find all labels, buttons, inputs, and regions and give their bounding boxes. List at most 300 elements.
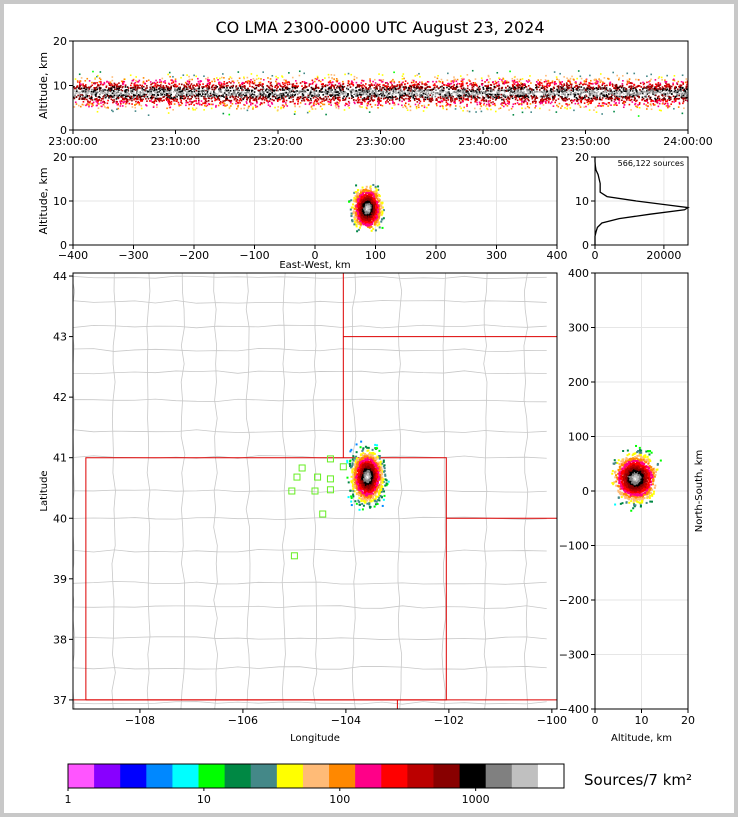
time-altitude-source — [439, 94, 441, 96]
time-altitude-source — [181, 98, 183, 100]
time-altitude-source — [274, 107, 276, 109]
time-altitude-source — [125, 94, 127, 96]
time-altitude-source — [667, 103, 669, 105]
time-altitude-source — [430, 98, 432, 100]
time-altitude-source — [320, 81, 322, 83]
time-altitude-source — [440, 102, 442, 104]
time-altitude-source — [146, 80, 148, 82]
time-altitude-source — [514, 80, 516, 82]
time-altitude-source — [327, 91, 329, 93]
time-altitude-source — [216, 77, 218, 79]
time-altitude-source — [205, 85, 207, 87]
time-altitude-source — [604, 103, 606, 105]
time-altitude-source — [283, 101, 285, 103]
time-altitude-source — [570, 100, 572, 102]
time-altitude-source — [188, 108, 190, 110]
time-altitude-source — [436, 103, 438, 105]
time-altitude-source — [645, 104, 647, 106]
time-altitude-source — [454, 91, 456, 93]
time-altitude-source — [450, 101, 452, 103]
time-altitude-source — [109, 88, 111, 90]
time-altitude-source — [591, 100, 593, 102]
time-altitude-source — [211, 89, 213, 91]
time-altitude-source — [132, 80, 134, 82]
time-altitude-source — [553, 96, 555, 98]
time-altitude-source — [133, 94, 135, 96]
time-altitude-source — [423, 93, 425, 95]
time-altitude-source — [472, 84, 474, 86]
time-altitude-source — [649, 97, 651, 99]
time-altitude-source — [543, 95, 545, 97]
time-altitude-source — [486, 80, 488, 82]
time-altitude-source — [201, 86, 203, 88]
time-altitude-source — [247, 88, 249, 90]
time-altitude-source — [329, 99, 331, 101]
time-altitude-source — [370, 104, 372, 106]
time-altitude-source — [129, 99, 131, 101]
time-altitude-source — [629, 86, 631, 88]
time-altitude-source — [182, 92, 184, 94]
time-altitude-source — [386, 85, 388, 87]
time-altitude-source — [303, 97, 305, 99]
time-altitude-source — [336, 87, 338, 89]
time-altitude-source — [545, 79, 547, 81]
time-altitude-source — [514, 91, 516, 93]
time-altitude-source — [450, 106, 452, 108]
time-altitude-source — [230, 76, 232, 78]
time-altitude-source — [599, 97, 601, 99]
time-altitude-source — [363, 80, 365, 82]
time-altitude-source — [652, 103, 654, 105]
time-altitude-source — [471, 95, 473, 97]
time-altitude-source — [570, 107, 572, 109]
time-altitude-source — [376, 85, 378, 87]
time-altitude-source — [361, 82, 363, 84]
time-altitude-source — [647, 102, 649, 104]
time-altitude-source — [566, 87, 568, 89]
time-altitude-source — [300, 97, 302, 99]
time-altitude-source — [131, 82, 133, 84]
time-altitude-source — [468, 95, 470, 97]
time-altitude-source — [636, 106, 638, 108]
time-altitude-source — [120, 89, 122, 91]
time-altitude-source — [674, 88, 676, 90]
time-altitude-source — [498, 84, 500, 86]
time-altitude-source — [526, 86, 528, 88]
time-altitude-source — [404, 91, 406, 93]
time-altitude-source — [321, 91, 323, 93]
time-altitude-source — [549, 94, 551, 96]
time-altitude-source — [561, 90, 563, 92]
time-altitude-source — [424, 84, 426, 86]
time-altitude-source — [586, 99, 588, 101]
time-altitude-source — [91, 82, 93, 84]
time-altitude-source — [569, 104, 571, 106]
time-altitude-source — [533, 89, 535, 91]
time-altitude-source — [97, 111, 99, 113]
time-altitude-source — [112, 111, 114, 113]
time-altitude-source — [589, 98, 591, 100]
time-altitude-source — [402, 75, 404, 77]
time-altitude-source — [359, 105, 361, 107]
time-altitude-source — [504, 95, 506, 97]
time-altitude-source — [125, 86, 127, 88]
time-altitude-source — [568, 98, 570, 100]
time-altitude-source — [271, 102, 273, 104]
time-altitude-source — [143, 92, 145, 94]
time-altitude-source — [136, 93, 138, 95]
time-altitude-source — [247, 80, 249, 82]
time-altitude-source — [308, 85, 310, 87]
time-altitude-source — [267, 77, 269, 79]
time-altitude-source — [473, 82, 475, 84]
time-altitude-source — [90, 97, 92, 99]
time-altitude-source — [569, 90, 571, 92]
time-altitude-source — [490, 94, 492, 96]
time-altitude-source — [673, 108, 675, 110]
time-altitude-source — [290, 101, 292, 103]
time-altitude-source — [317, 77, 319, 79]
time-altitude-source — [523, 89, 525, 91]
time-altitude-source — [451, 94, 453, 96]
time-altitude-source — [178, 87, 180, 89]
time-altitude-source — [174, 100, 176, 102]
time-altitude-source — [425, 83, 427, 85]
time-altitude-source — [384, 89, 386, 91]
time-altitude-source — [434, 76, 436, 78]
time-altitude-source — [614, 85, 616, 87]
time-altitude-source — [495, 83, 497, 85]
time-altitude-source — [400, 94, 402, 96]
time-altitude-source — [371, 97, 373, 99]
time-altitude-source — [666, 89, 668, 91]
time-altitude-source — [188, 76, 190, 78]
time-altitude-source — [102, 101, 104, 103]
time-altitude-source — [135, 76, 137, 78]
time-altitude-source — [451, 83, 453, 85]
time-altitude-source — [149, 100, 151, 102]
time-altitude-source — [322, 83, 324, 85]
time-altitude-source — [460, 95, 462, 97]
time-altitude-source — [492, 81, 494, 83]
time-altitude-source — [429, 94, 431, 96]
time-altitude-source — [205, 100, 207, 102]
time-altitude-source — [670, 103, 672, 105]
time-altitude-source — [256, 78, 258, 80]
time-altitude-source — [247, 91, 249, 93]
time-altitude-source — [185, 100, 187, 102]
time-altitude-source — [419, 81, 421, 83]
time-altitude-source — [236, 108, 238, 110]
time-altitude-source — [239, 102, 241, 104]
time-altitude-source — [599, 79, 601, 81]
time-altitude-source — [77, 80, 79, 82]
time-altitude-source — [118, 97, 120, 99]
time-altitude-source — [275, 76, 277, 78]
time-altitude-source — [435, 89, 437, 91]
time-altitude-source — [585, 79, 587, 81]
time-altitude-source — [539, 101, 541, 103]
time-altitude-source — [81, 92, 83, 94]
time-altitude-source — [154, 87, 156, 89]
time-altitude-source — [287, 84, 289, 86]
time-altitude-source — [80, 88, 82, 90]
time-altitude-source — [231, 100, 233, 102]
time-altitude-source — [462, 101, 464, 103]
time-altitude-source — [96, 82, 98, 84]
time-altitude-source — [159, 79, 161, 81]
time-altitude-source — [143, 77, 145, 79]
time-altitude-source — [133, 87, 135, 89]
time-altitude-source — [204, 98, 206, 100]
time-altitude-source — [526, 98, 528, 100]
time-altitude-source — [175, 78, 177, 80]
time-altitude-source — [83, 101, 85, 103]
time-altitude-source — [149, 87, 151, 89]
time-altitude-source — [408, 104, 410, 106]
time-altitude-source — [385, 102, 387, 104]
time-altitude-source — [377, 104, 379, 106]
time-altitude-source — [500, 107, 502, 109]
time-altitude-source — [120, 92, 122, 94]
time-altitude-source — [425, 99, 427, 101]
time-altitude-source — [312, 81, 314, 83]
time-altitude-source — [228, 81, 230, 83]
time-altitude-source — [357, 95, 359, 97]
time-altitude-source — [253, 83, 255, 85]
time-altitude-source — [306, 82, 308, 84]
time-altitude-source — [84, 99, 86, 101]
time-altitude-source — [404, 105, 406, 107]
time-altitude-source — [470, 92, 472, 94]
time-altitude-source — [556, 89, 558, 91]
time-altitude-source — [88, 106, 90, 108]
time-altitude-source — [156, 89, 158, 91]
time-altitude-source — [328, 77, 330, 79]
time-altitude-source — [456, 80, 458, 82]
time-altitude-source — [559, 73, 561, 75]
time-altitude-source — [156, 95, 158, 97]
time-altitude-source — [419, 93, 421, 95]
time-altitude-source — [493, 89, 495, 91]
time-altitude-source — [456, 86, 458, 88]
time-altitude-source — [633, 88, 635, 90]
time-altitude-source — [601, 113, 603, 115]
time-altitude-source — [275, 96, 277, 98]
time-altitude-source — [497, 93, 499, 95]
time-altitude-source — [216, 99, 218, 101]
time-altitude-source — [163, 87, 165, 89]
time-altitude-source — [406, 107, 408, 109]
time-altitude-source — [501, 79, 503, 81]
time-altitude-source — [647, 98, 649, 100]
time-altitude-source — [567, 104, 569, 106]
time-altitude-source — [568, 92, 570, 94]
time-altitude-source — [130, 88, 132, 90]
time-altitude-source — [268, 100, 270, 102]
time-altitude-source — [250, 104, 252, 106]
time-altitude-source — [252, 107, 254, 109]
time-altitude-source — [223, 93, 225, 95]
time-altitude-source — [178, 102, 180, 104]
time-altitude-source — [214, 79, 216, 81]
time-altitude-source — [657, 96, 659, 98]
time-altitude-source — [554, 102, 556, 104]
time-altitude-source — [285, 102, 287, 104]
time-altitude-source — [277, 77, 279, 79]
time-altitude-source — [240, 98, 242, 100]
time-altitude-source — [80, 83, 82, 85]
time-altitude-source — [632, 90, 634, 92]
time-altitude-source — [277, 99, 279, 101]
time-altitude-source — [241, 100, 243, 102]
time-altitude-source — [163, 85, 165, 87]
time-altitude-source — [336, 81, 338, 83]
time-altitude-source — [457, 92, 459, 94]
time-altitude-source — [681, 94, 683, 96]
time-altitude-source — [158, 88, 160, 90]
time-altitude-source — [519, 85, 521, 87]
time-altitude-source — [380, 98, 382, 100]
time-altitude-source — [574, 96, 576, 98]
time-altitude-source — [465, 95, 467, 97]
time-altitude-source — [311, 108, 313, 110]
time-altitude-source — [558, 79, 560, 81]
time-altitude-source — [180, 77, 182, 79]
time-altitude-source — [74, 98, 76, 100]
time-altitude-source — [323, 98, 325, 100]
time-altitude-source — [518, 104, 520, 106]
time-altitude-source — [487, 95, 489, 97]
time-altitude-source — [660, 110, 662, 112]
time-altitude-source — [416, 108, 418, 110]
time-altitude-source — [609, 104, 611, 106]
time-altitude-source — [669, 92, 671, 94]
time-altitude-source — [553, 98, 555, 100]
time-altitude-source — [350, 74, 352, 76]
time-altitude-source — [662, 89, 664, 91]
time-altitude-source — [591, 98, 593, 100]
time-altitude-source — [424, 105, 426, 107]
time-altitude-source — [617, 87, 619, 89]
time-altitude-source — [154, 85, 156, 87]
time-altitude-source — [657, 84, 659, 86]
time-altitude-source — [79, 98, 81, 100]
time-altitude-source — [292, 96, 294, 98]
time-altitude-source — [341, 91, 343, 93]
time-altitude-source — [268, 91, 270, 93]
time-altitude-source — [559, 83, 561, 85]
time-altitude-source — [237, 105, 239, 107]
time-altitude-source — [223, 104, 225, 106]
time-altitude-source — [426, 84, 428, 86]
time-altitude-source — [279, 83, 281, 85]
time-altitude-source — [545, 101, 547, 103]
time-altitude-source — [233, 81, 235, 83]
time-altitude-source — [86, 78, 88, 80]
time-altitude-source — [409, 97, 411, 99]
time-altitude-source — [197, 78, 199, 80]
time-altitude-source — [515, 99, 517, 101]
time-altitude-source — [490, 89, 492, 91]
time-altitude-source — [314, 93, 316, 95]
time-altitude-source — [549, 98, 551, 100]
time-altitude-source — [614, 91, 616, 93]
time-altitude-source — [271, 92, 273, 94]
time-altitude-source — [567, 79, 569, 81]
time-altitude-source — [145, 91, 147, 93]
time-altitude-source — [270, 82, 272, 84]
time-altitude-source — [243, 89, 245, 91]
time-altitude-source — [344, 105, 346, 107]
time-altitude-source — [655, 100, 657, 102]
time-altitude-source — [545, 75, 547, 77]
time-altitude-source — [509, 92, 511, 94]
time-altitude-source — [622, 85, 624, 87]
time-altitude-source — [655, 86, 657, 88]
time-altitude-source — [313, 89, 315, 91]
time-altitude-source — [655, 95, 657, 97]
time-altitude-source — [666, 75, 668, 77]
time-altitude-source — [263, 91, 265, 93]
time-altitude-source — [203, 96, 205, 98]
time-altitude-source — [127, 90, 129, 92]
time-altitude-source — [262, 83, 264, 85]
time-altitude-source — [250, 79, 252, 81]
time-altitude-source — [130, 74, 132, 76]
time-altitude-source — [361, 106, 363, 108]
time-altitude-source — [614, 99, 616, 101]
time-altitude-source — [229, 108, 231, 110]
time-altitude-source — [552, 89, 554, 91]
time-altitude-source — [683, 95, 685, 97]
time-altitude-source — [604, 83, 606, 85]
time-altitude-source — [407, 82, 409, 84]
time-altitude-source — [219, 99, 221, 101]
time-altitude-source — [462, 100, 464, 102]
time-altitude-source — [176, 99, 178, 101]
time-altitude-source — [269, 106, 271, 108]
time-altitude-source — [189, 92, 191, 94]
time-altitude-source — [104, 106, 106, 108]
time-altitude-source — [202, 88, 204, 90]
time-altitude-source — [674, 92, 676, 94]
time-altitude-source — [578, 102, 580, 104]
time-altitude-source — [596, 87, 598, 89]
time-altitude-source — [222, 102, 224, 104]
time-altitude-source — [277, 98, 279, 100]
time-altitude-source — [416, 101, 418, 103]
time-altitude-source — [249, 83, 251, 85]
time-altitude-source — [307, 93, 309, 95]
time-altitude-source — [560, 82, 562, 84]
time-altitude-source — [635, 87, 637, 89]
time-altitude-source — [333, 99, 335, 101]
time-altitude-source — [431, 93, 433, 95]
time-altitude-source — [550, 88, 552, 90]
time-altitude-source — [413, 95, 415, 97]
time-altitude-source — [463, 87, 465, 89]
time-altitude-source — [633, 93, 635, 95]
time-altitude-source — [659, 109, 661, 111]
time-altitude-source — [240, 87, 242, 89]
time-altitude-source — [566, 96, 568, 98]
time-altitude-source — [91, 91, 93, 93]
time-altitude-source — [169, 76, 171, 78]
time-altitude-source — [245, 89, 247, 91]
time-altitude-source — [669, 106, 671, 108]
time-altitude-source — [273, 93, 275, 95]
